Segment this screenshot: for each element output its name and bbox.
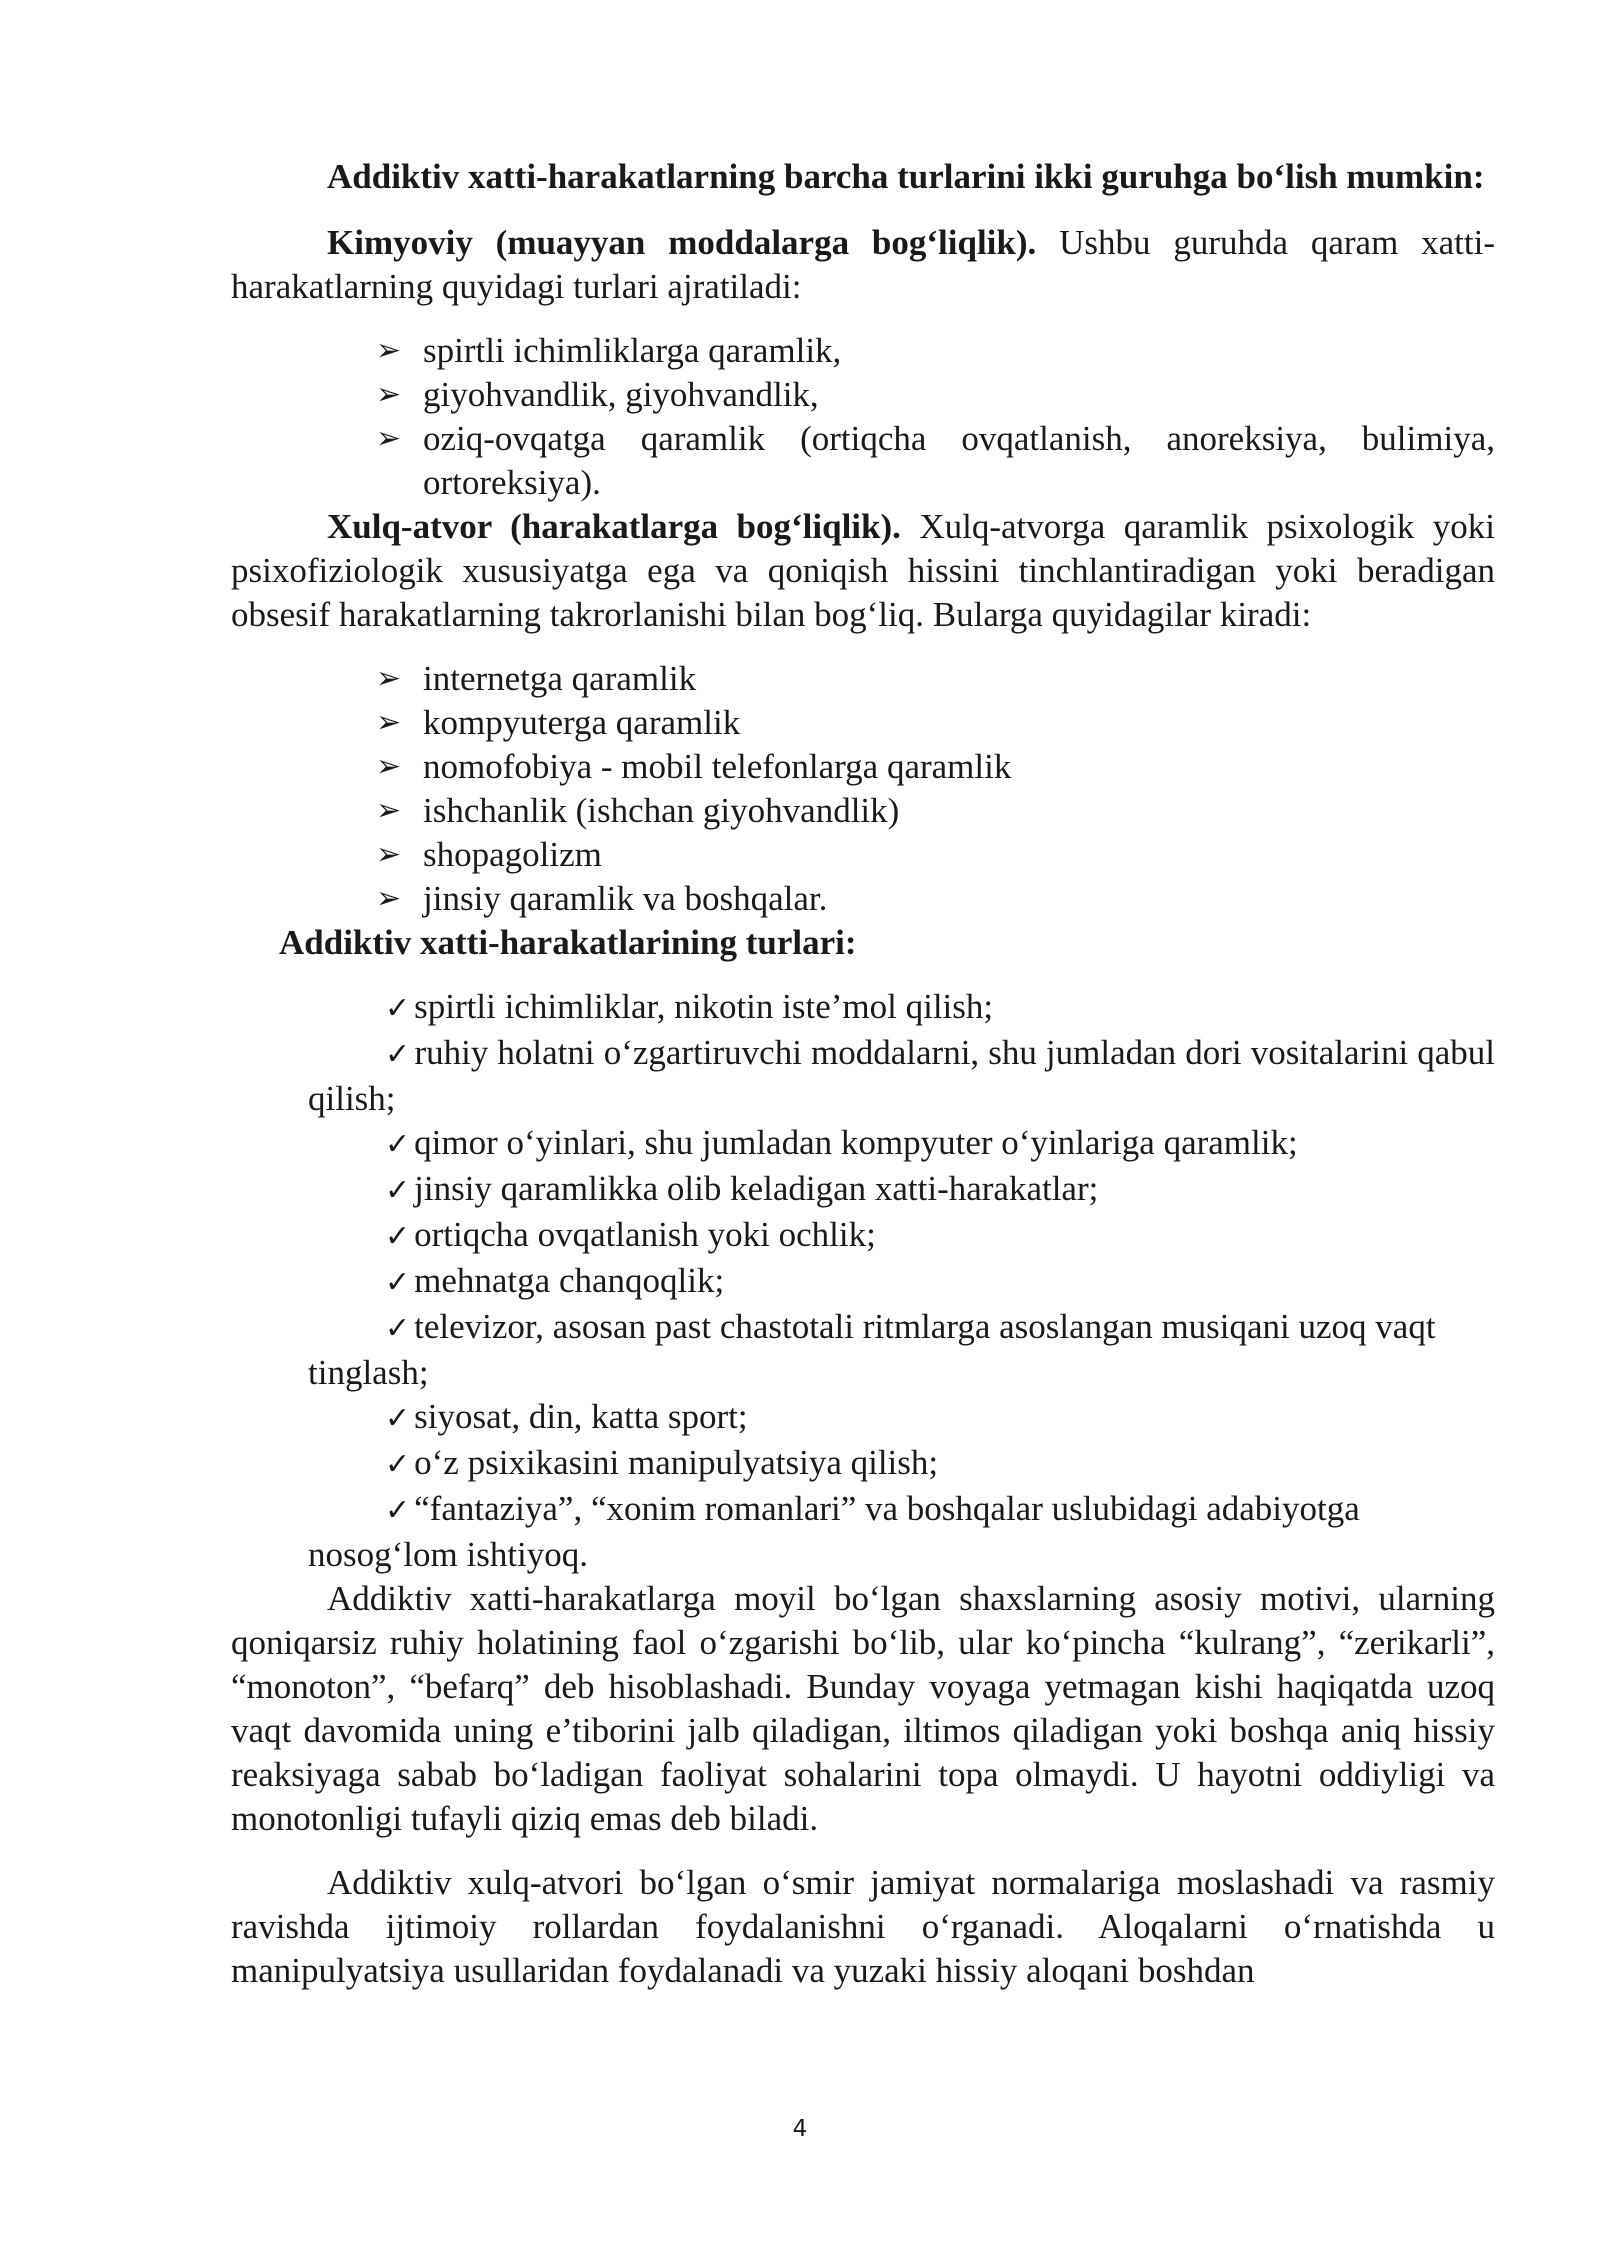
list-item: ✓ ortiqcha ovqatlanish yoki ochlik; [385, 1215, 876, 1254]
list-item: ➢ shopagolizm [376, 833, 1495, 877]
list-item: ✓ ruhiy holatni o‘zgartiruvchi moddalarni, shu jumladan dori vositalarini qabul qilish; [308, 1033, 1495, 1118]
list-item: ➢ jinsiy qaramlik va boshqalar. [376, 877, 1495, 921]
checkmark-icon: ✓ [385, 1219, 411, 1254]
behavioral-list [231, 657, 1495, 921]
arrow-bullet-icon: ➢ [376, 837, 402, 872]
checkmark-icon: ✓ [385, 991, 411, 1026]
list-item: ➢ spirtli ichimliklarga qaramlik, [376, 329, 1495, 373]
behavioral-title: Xulq-atvor (harakatlarga bog‘liqlik). [327, 507, 901, 546]
list-item: ➢ nomofobiya - mobil telefonlarga qaramlik [376, 745, 1495, 789]
list-item: ✓ o‘z psixikasini manipulyatsiya qilish; [385, 1443, 939, 1482]
chemical-text: Ushbu guruhda qaram xatti-harakatlarning quyidagi turlari ajratiladi: [231, 223, 1495, 306]
chemical-list [231, 329, 1495, 505]
arrow-bullet-icon: ➢ [376, 421, 402, 456]
list-item: ➢ internetga qaramlik [376, 657, 1495, 701]
list-item: ➢ kompyuterga qaramlik [376, 701, 1495, 745]
list-item: ➢ oziq-ovqatga qaramlik (ortiqcha ovqatlanish, anoreksiya, bulimiya, ortoreksiya). [376, 419, 1495, 502]
arrow-bullet-icon: ➢ [376, 749, 402, 784]
list-item: ✓ jinsiy qaramlikka olib keladigan xatti-harakatlar; [385, 1169, 1099, 1208]
document-page [231, 155, 1495, 1993]
behavioral-text: Xulq-atvorga qaramlik psixologik yoki psixofiziologik xususiyatga ega va qoniqish hissini tinchlantiradigan yoki beradigan obsesif harakatlarning takrorlanishi bilan bog‘liq. Bularga quyidagilar kiradi: [231, 507, 1495, 634]
list-item: ✓ “fantaziya”, “xonim romanlari” va boshqalar uslubidagi adabiyotga nosog‘lom ishtiyoq. [308, 1489, 1360, 1574]
list-item: ✓ mehnatga chanqoqlik; [385, 1261, 725, 1300]
arrow-bullet-icon: ➢ [376, 377, 402, 412]
checkmark-icon: ✓ [385, 1311, 411, 1346]
checkmark-icon: ✓ [385, 1493, 411, 1528]
list-item: ✓ siyosat, din, katta sport; [385, 1397, 748, 1436]
arrow-bullet-icon: ➢ [376, 881, 402, 916]
list-item: ✓ qimor o‘yinlari, shu jumladan kompyuter o‘yinlariga qaramlik; [385, 1123, 1298, 1162]
intro-heading: Addiktiv xatti-harakatlarning barcha turlarini ikki guruhga bo‘lish mumkin: [327, 157, 1485, 196]
list-item: ➢ ishchanlik (ishchan giyohvandlik) [376, 789, 1495, 833]
checkmark-icon: ✓ [385, 1401, 411, 1436]
chemical-title: Kimyoviy (muayyan moddalarga bog‘liqlik). [327, 223, 1037, 262]
list-item: ✓ televizor, asosan past chastotali ritmlarga asoslangan musiqani uzoq vaqt tinglash; [308, 1307, 1436, 1392]
list-item: ✓ spirtli ichimliklar, nikotin iste’mol qilish; [385, 987, 994, 1026]
checkmark-icon: ✓ [385, 1037, 411, 1072]
checkmark-icon: ✓ [385, 1265, 411, 1300]
arrow-bullet-icon: ➢ [376, 705, 402, 740]
arrow-bullet-icon: ➢ [376, 333, 402, 368]
body-paragraph-adolescent: Addiktiv xulq-atvori bo‘lgan o‘smir jamiyat normalariga moslashadi va rasmiy ravishda ijtimoiy rollardan foydalanishni o‘rganadi. Aloqalarni o‘rnatishda u manipulyatsiya usullaridan foydalanadi va yuzaki hissiy aloqani boshdan [231, 1863, 1495, 1990]
checkmark-icon: ✓ [385, 1173, 411, 1208]
types-list [308, 985, 1495, 1577]
page-number: 4 [792, 2116, 808, 2142]
checkmark-icon: ✓ [385, 1127, 411, 1162]
chemical-paragraph [231, 221, 1495, 309]
behavioral-paragraph [231, 505, 1495, 637]
body-paragraph-motive: Addiktiv xatti-harakatlarga moyil bo‘lgan shaxslarning asosiy motivi, ularning qoniqarsiz ruhiy holatining faol o‘zgarishi bo‘lib, ular ko‘pincha “kulrang”, “zerikarli”, “monoton”, “befarq” deb hisoblashadi. Bunday voyaga yetmagan kishi haqiqatda uzoq vaqt davomida uning e’tiborini jalb qiladigan, iltimos qiladigan yoki boshqa aniq hissiy reaksiyaga sabab bo‘ladigan faoliyat sohalarini topa olmaydi. U hayotni oddiyligi va monotonligi tufayli qiziq emas deb biladi. [231, 1579, 1495, 1838]
types-heading: Addiktiv xatti-harakatlarining turlari: [279, 923, 857, 962]
checkmark-icon: ✓ [385, 1447, 411, 1482]
arrow-bullet-icon: ➢ [376, 793, 402, 828]
list-item: ➢ giyohvandlik, giyohvandlik, [376, 373, 1495, 417]
arrow-bullet-icon: ➢ [376, 661, 402, 696]
